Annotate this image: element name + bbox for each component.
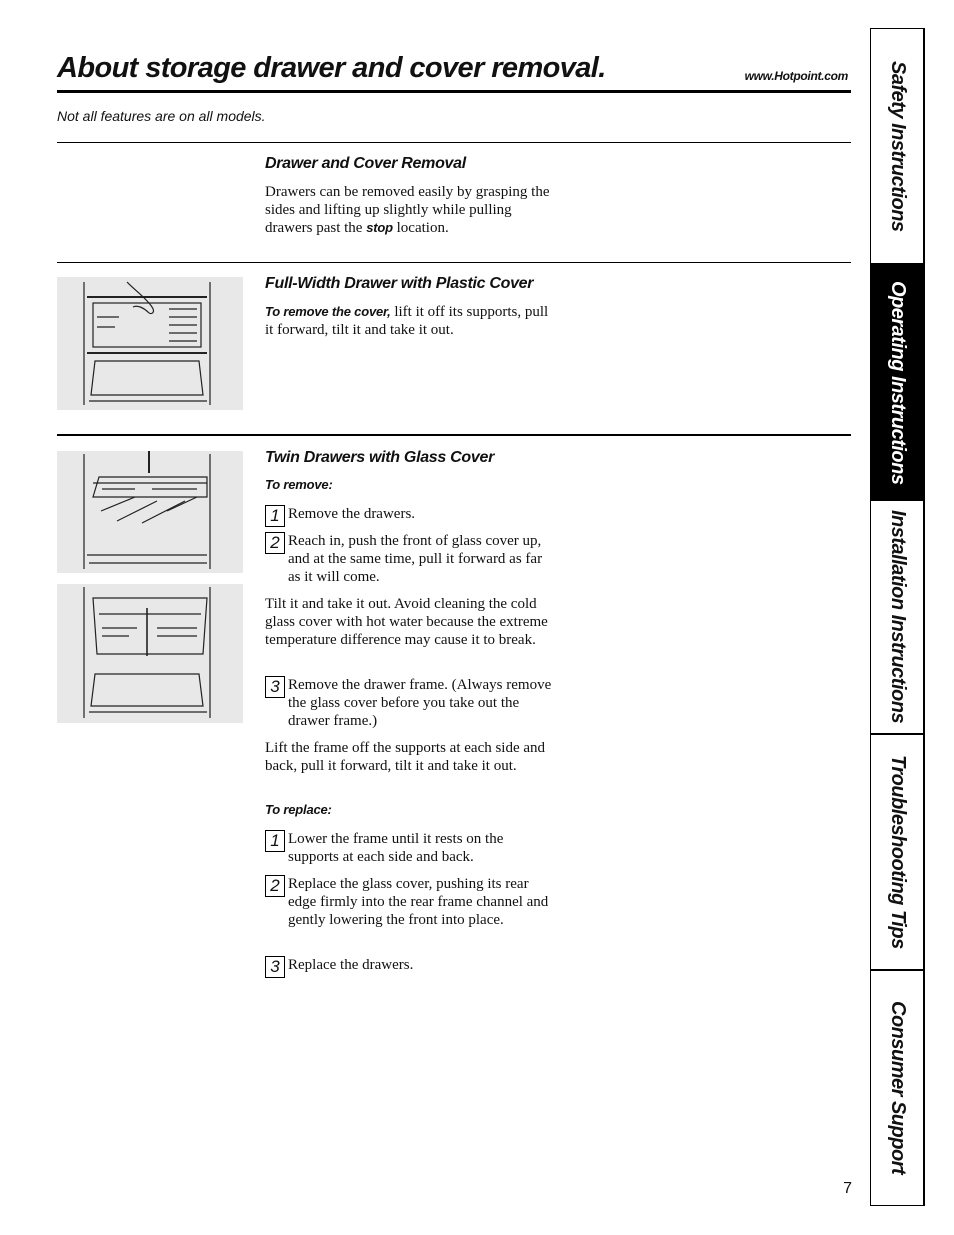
tab-label: Operating Instructions xyxy=(887,281,909,485)
website-url: www.Hotpoint.com xyxy=(744,69,848,83)
tab-label: Installation Instructions xyxy=(887,510,909,724)
step-number: 3 xyxy=(265,956,285,978)
to-remove-label: To remove: xyxy=(265,477,333,492)
section-sidebar xyxy=(870,28,925,1206)
step-number: 3 xyxy=(265,676,285,698)
models-note: Not all features are on all models. xyxy=(57,108,266,124)
full-width-drawer-illustration xyxy=(57,277,243,410)
page-number: 7 xyxy=(843,1180,852,1197)
section-heading-twin-drawers: Twin Drawers with Glass Cover xyxy=(265,449,495,466)
glass-cover-illustration xyxy=(57,451,243,573)
step-number: 2 xyxy=(265,532,285,554)
drawer-frame-illustration xyxy=(57,584,243,723)
remove-cover-lead: To remove the cover, xyxy=(265,304,391,319)
tab-safety-instructions[interactable] xyxy=(871,29,924,265)
tab-consumer-support[interactable] xyxy=(871,971,924,1205)
page-title: About storage drawer and cover removal. xyxy=(57,52,606,84)
lift-text: Lift the frame off the supports at each side and back, pull it forward, tilt it and take it out. xyxy=(265,740,546,774)
step-number: 1 xyxy=(265,830,285,852)
stop-emphasis: stop xyxy=(366,220,393,235)
tab-installation-instructions[interactable] xyxy=(871,501,924,735)
section-divider xyxy=(57,262,851,263)
step-text: Lower the frame until it rests on the supports at each side and back. xyxy=(288,831,504,865)
step-text: Replace the drawers. xyxy=(288,957,414,973)
step-text: Remove the drawers. xyxy=(288,506,416,522)
title-rule xyxy=(57,90,851,93)
full-width-text: To remove the cover, lift it off its supports, pull it forward, tilt it and take it out. xyxy=(265,304,549,338)
tab-label: Safety Instructions xyxy=(887,60,909,232)
section-heading-full-width: Full-Width Drawer with Plastic Cover xyxy=(265,275,534,292)
step-text: Reach in, push the front of glass cover up, and at the same time, pull it forward as far as it will come. xyxy=(288,533,543,585)
tilt-text: Tilt it and take it out. Avoid cleaning the cold glass cover with hot water because the extreme temperature difference may cause it to break. xyxy=(265,596,548,648)
to-replace-label: To replace: xyxy=(265,802,332,817)
tab-label: Troubleshooting Tips xyxy=(887,755,909,949)
section-heading-removal: Drawer and Cover Removal xyxy=(265,155,466,172)
removal-text: Drawers can be removed easily by grasping the sides and lifting up slightly while pulling drawers past the stop location. xyxy=(265,184,550,236)
step-text: Remove the drawer frame. (Always remove the glass cover before you take out the drawer frame.) xyxy=(288,677,552,729)
step-number: 1 xyxy=(265,505,285,527)
tab-troubleshooting-tips[interactable] xyxy=(871,735,924,971)
step-text: Replace the glass cover, pushing its rear edge firmly into the rear frame channel and gently lowering the front into place. xyxy=(288,876,549,928)
section-divider xyxy=(57,434,851,436)
tab-label: Consumer Support xyxy=(887,1001,909,1175)
section-divider xyxy=(57,142,851,143)
tab-operating-instructions[interactable] xyxy=(871,265,924,501)
step-number: 2 xyxy=(265,875,285,897)
